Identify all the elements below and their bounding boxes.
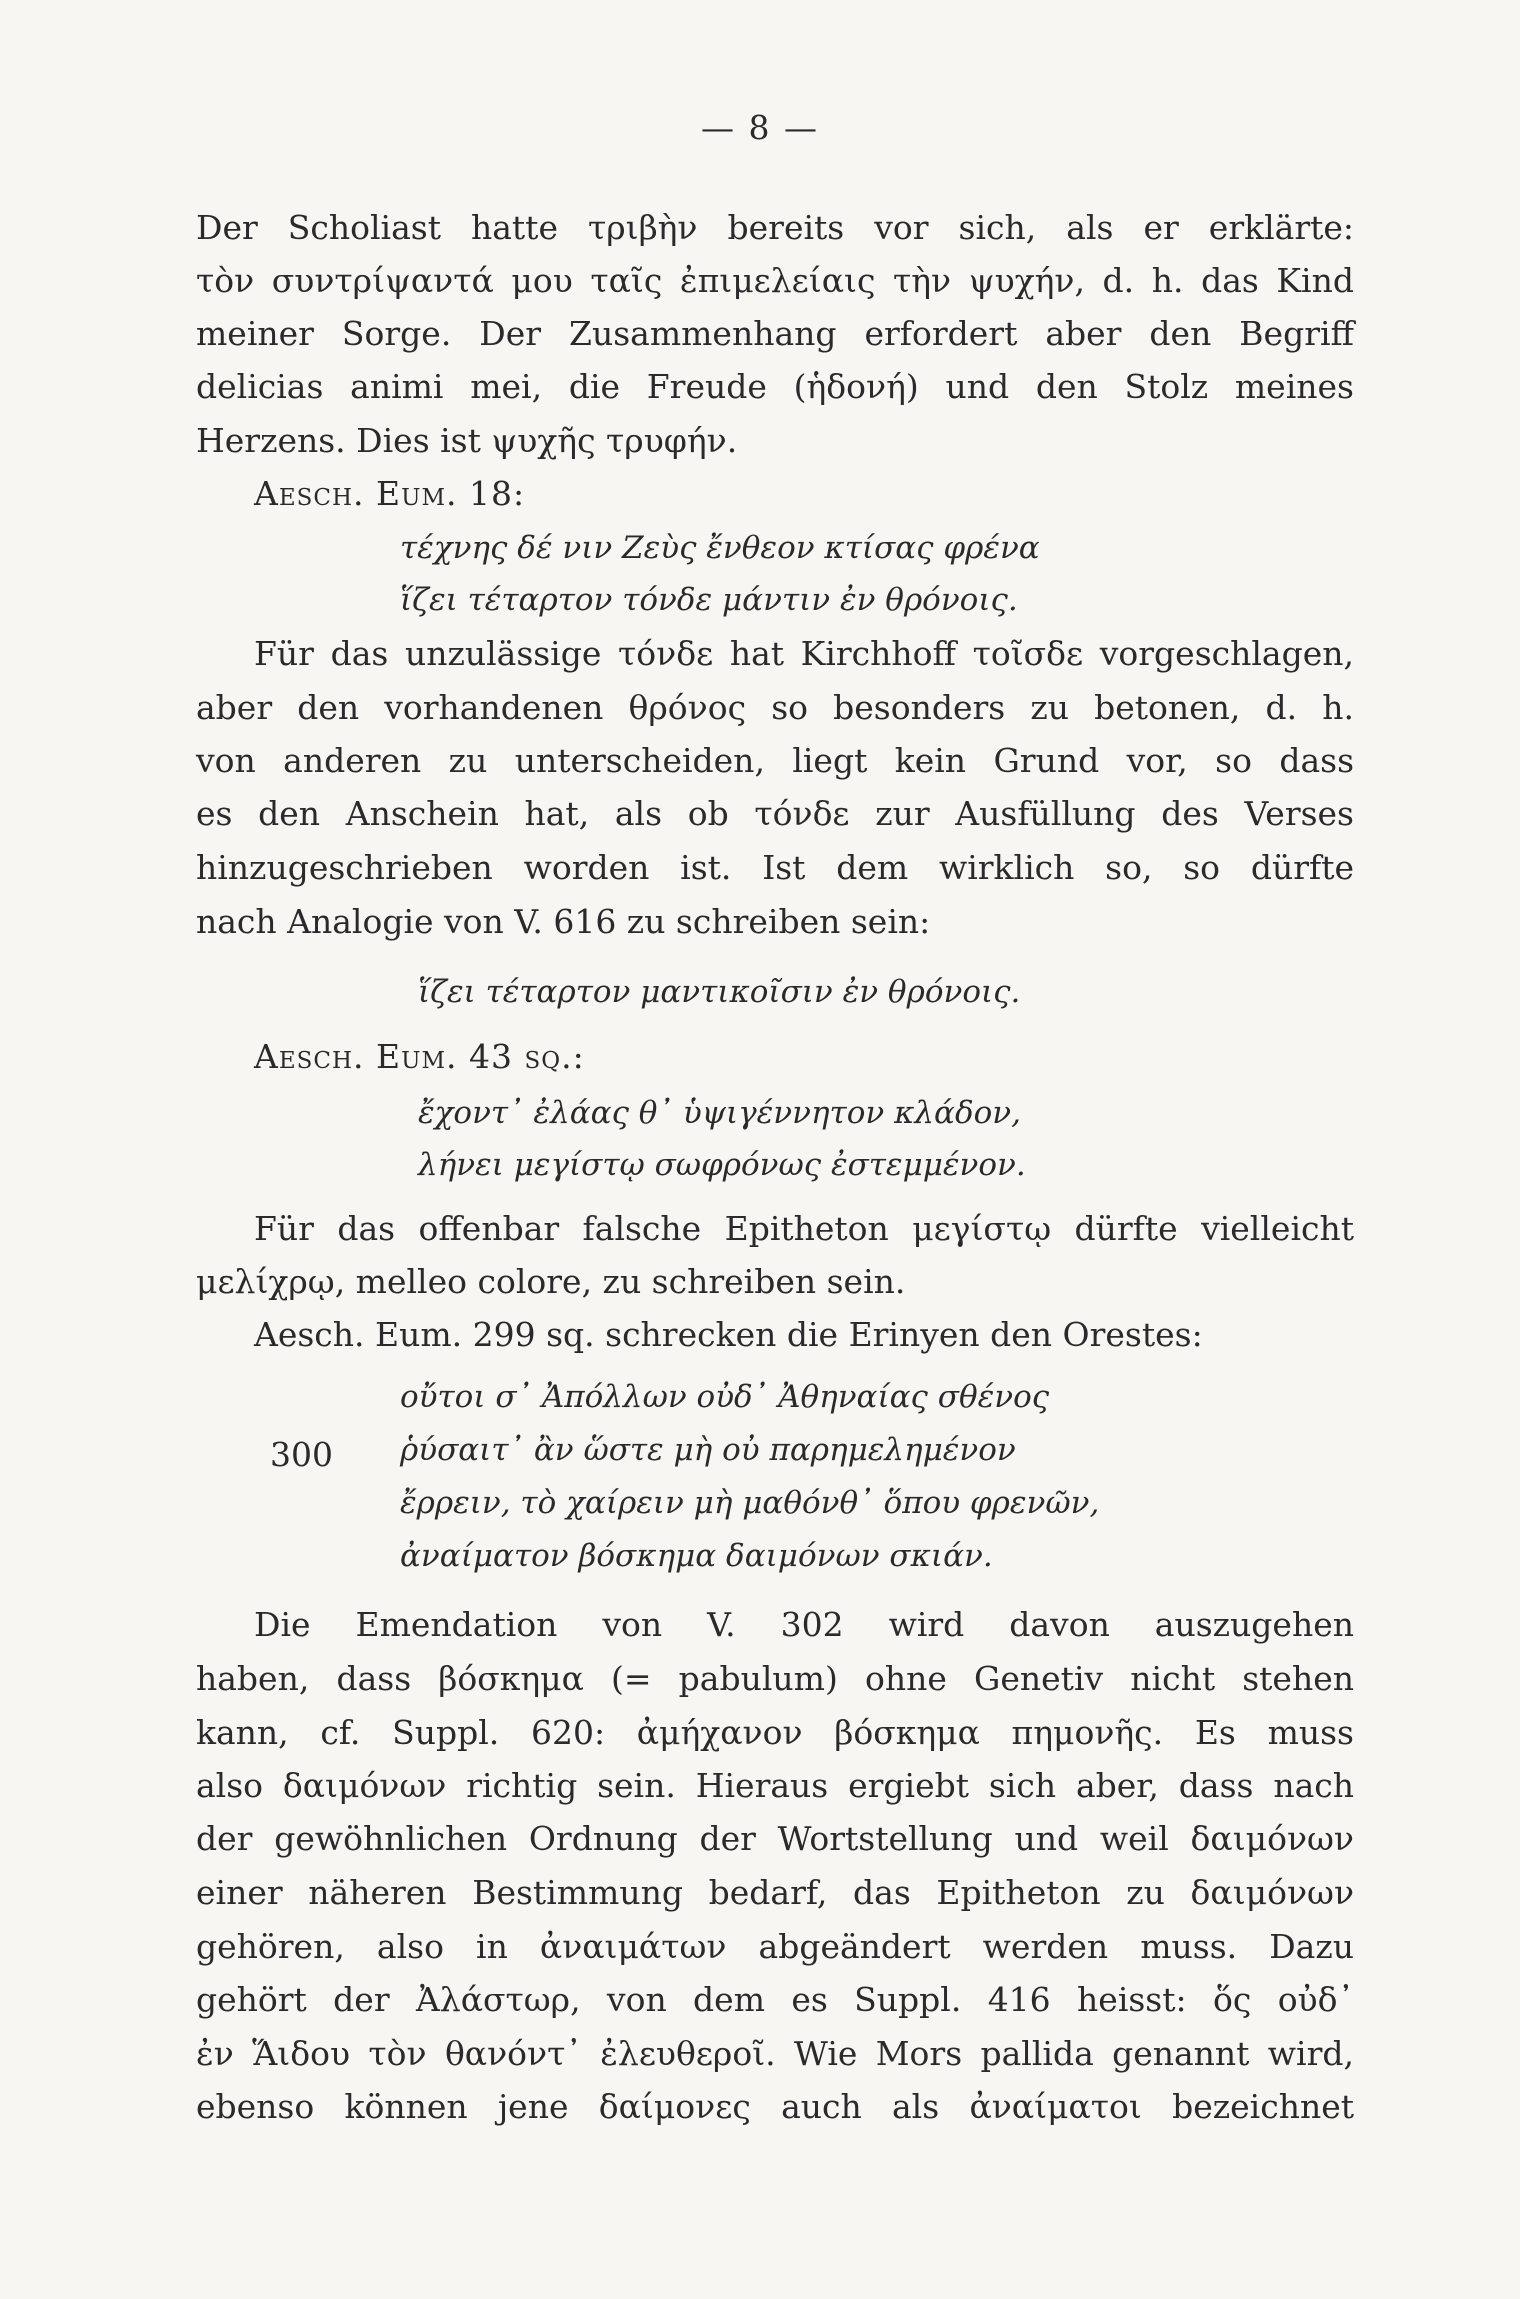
text-line: meiner Sorge. Der Zusammenhang erfordert aber den Begriff <box>196 314 1354 353</box>
text-line: gehören, also in ἀναιμάτων abgeändert werden muss. Dazu <box>196 1927 1354 1966</box>
text-line: von anderen zu unterscheiden, liegt kein Grund vor, so dass <box>196 741 1354 780</box>
text-line: also δαιμόνων richtig sein. Hieraus ergiebt sich aber, dass nach <box>196 1766 1354 1805</box>
greek-verse: ἵζει τέταρτον μαντικοῖσιν ἐν θρόνοις. <box>418 974 1021 1010</box>
greek-verse: ἔρρειν, τὸ χαίρειν μὴ μαθόνθ᾽ ὅπου φρενῶν, <box>400 1485 1100 1521</box>
greek-verse: ῥύσαιτ᾽ ἂν ὥστε μὴ οὐ παρημελημένον <box>400 1432 1016 1468</box>
text-line: es den Anschein hat, als ob τόνδε zur Ausfüllung des Verses <box>196 794 1354 833</box>
text-line: aber den vorhandenen θρόνος so besonders zu betonen, d. h. <box>196 688 1354 727</box>
greek-verse: οὔτοι σ᾽ Ἀπόλλων οὐδ᾽ Ἀθηναίας σθένος <box>400 1379 1050 1415</box>
text-line: τὸν συντρίψαντά μου ταῖς ἐπιμελείαις τὴν ψυχήν, d. h. das Kind <box>196 261 1354 300</box>
verse-number: 300 <box>270 1435 333 1474</box>
citation: Aesch. Eum. 18: <box>254 474 526 513</box>
text-line: Für das unzulässige τόνδε hat Kirchhoff τοῖσδε vorgeschlagen, <box>254 634 1354 673</box>
greek-verse: ἵζει τέταρτον τόνδε μάντιν ἐν θρόνοις. <box>400 582 1018 618</box>
text-line: Für das offenbar falsche Epitheton μεγίστῳ dürfte vielleicht <box>254 1209 1354 1248</box>
text-line: haben, dass βόσκημα (= pabulum) ohne Genetiv nicht stehen <box>196 1659 1354 1698</box>
greek-verse: τέχνης δέ νιν Ζεὺς ἔνθεον κτίσας φρένα <box>400 530 1040 566</box>
text-line: Herzens. Dies ist ψυχῆς τρυφήν. <box>196 421 738 460</box>
text-line: ἐν Ἅιδου τὸν θανόντ᾽ ἐλευθεροῖ. Wie Mors pallida genannt wird, <box>196 2034 1354 2073</box>
text-line: einer näheren Bestimmung bedarf, das Epitheton zu δαιμόνων <box>196 1873 1354 1912</box>
text-line: nach Analogie von V. 616 zu schreiben sein: <box>196 902 931 941</box>
text-line: delicias animi mei, die Freude (ἡδονή) und den Stolz meines <box>196 367 1354 406</box>
text-line: der gewöhnlichen Ordnung der Wortstellung und weil δαιμόνων <box>196 1819 1354 1858</box>
text-line: ebenso können jene δαίμονες auch als ἀναίματοι bezeichnet <box>196 2087 1354 2126</box>
citation: Aesch. Eum. 299 sq. schrecken die Erinyen den Orestes: <box>254 1315 1203 1354</box>
text-line: μελίχρῳ, melleo colore, zu schreiben sein. <box>196 1262 906 1301</box>
greek-verse: ἔχοντ᾽ ἐλάας θ᾽ ὑψιγέννητον κλάδον, <box>418 1095 1022 1131</box>
citation: Aesch. Eum. 43 sq.: <box>254 1037 585 1076</box>
text-line: Die Emendation von V. 302 wird davon auszugehen <box>254 1605 1354 1644</box>
text-line: gehört der Ἀλάστωρ, von dem es Suppl. 416 heisst: ὅς οὐδ᾽ <box>196 1980 1354 2019</box>
greek-verse: λήνει μεγίστῳ σωφρόνως ἐστεμμένον. <box>418 1147 1026 1183</box>
text-line: hinzugeschrieben worden ist. Ist dem wirklich so, so dürfte <box>196 848 1354 887</box>
text-line: Der Scholiast hatte τριβὴν bereits vor sich, als er erklärte: <box>196 208 1354 247</box>
page-number: — 8 — <box>701 108 819 147</box>
greek-verse: ἀναίματον βόσκημα δαιμόνων σκιάν. <box>400 1538 993 1574</box>
text-line: kann, cf. Suppl. 620: ἀμήχανον βόσκημα πημονῆς. Es muss <box>196 1713 1354 1752</box>
